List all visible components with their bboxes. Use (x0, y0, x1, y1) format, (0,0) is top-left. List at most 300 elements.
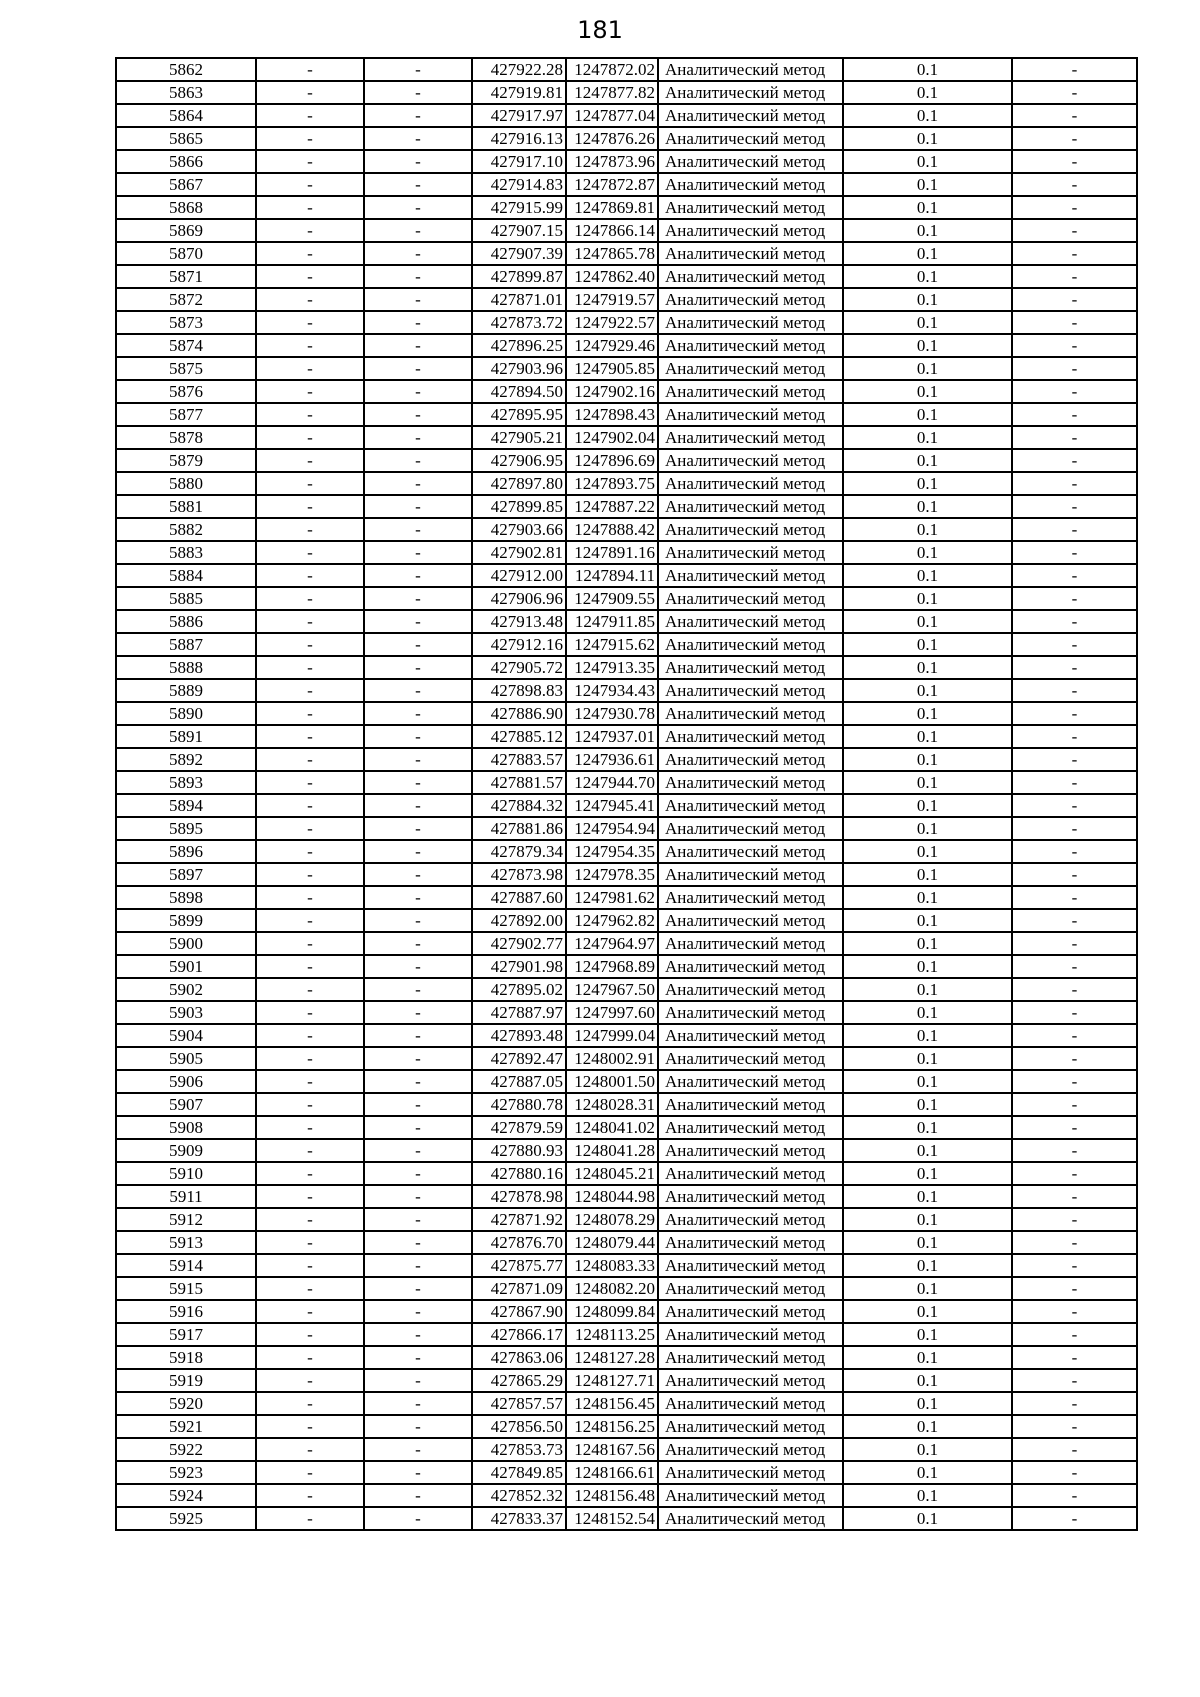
empty-cell: - (364, 1438, 472, 1461)
method-cell: Аналитический метод (658, 380, 843, 403)
method-cell: Аналитический метод (658, 1185, 843, 1208)
accuracy-cell: 0.1 (843, 541, 1012, 564)
y-coordinate-cell: 1248127.71 (566, 1369, 658, 1392)
empty-cell: - (364, 702, 472, 725)
empty-cell: - (1012, 794, 1137, 817)
point-number-cell: 5869 (116, 219, 256, 242)
accuracy-cell: 0.1 (843, 403, 1012, 426)
empty-cell: - (364, 564, 472, 587)
method-cell: Аналитический метод (658, 1484, 843, 1507)
empty-cell: - (364, 1369, 472, 1392)
method-cell: Аналитический метод (658, 1507, 843, 1530)
point-number-cell: 5916 (116, 1300, 256, 1323)
y-coordinate-cell: 1248167.56 (566, 1438, 658, 1461)
point-number-cell: 5888 (116, 656, 256, 679)
table-row (116, 449, 1137, 472)
y-coordinate-cell: 1247999.04 (566, 1024, 658, 1047)
empty-cell: - (256, 679, 364, 702)
accuracy-cell: 0.1 (843, 1484, 1012, 1507)
empty-cell: - (256, 311, 364, 334)
empty-cell: - (364, 357, 472, 380)
method-cell: Аналитический метод (658, 633, 843, 656)
table-row (116, 518, 1137, 541)
empty-cell: - (256, 1231, 364, 1254)
empty-cell: - (364, 1415, 472, 1438)
x-coordinate-cell: 427906.96 (472, 587, 566, 610)
table-row (116, 1254, 1137, 1277)
empty-cell: - (364, 127, 472, 150)
empty-cell: - (256, 1415, 364, 1438)
empty-cell: - (364, 978, 472, 1001)
y-coordinate-cell: 1248045.21 (566, 1162, 658, 1185)
empty-cell: - (1012, 380, 1137, 403)
x-coordinate-cell: 427856.50 (472, 1415, 566, 1438)
y-coordinate-cell: 1247915.62 (566, 633, 658, 656)
table-row (116, 1070, 1137, 1093)
empty-cell: - (364, 863, 472, 886)
empty-cell: - (256, 633, 364, 656)
empty-cell: - (1012, 288, 1137, 311)
method-cell: Аналитический метод (658, 150, 843, 173)
empty-cell: - (1012, 1346, 1137, 1369)
table-row (116, 472, 1137, 495)
x-coordinate-cell: 427912.16 (472, 633, 566, 656)
x-coordinate-cell: 427894.50 (472, 380, 566, 403)
y-coordinate-cell: 1247902.04 (566, 426, 658, 449)
table-row (116, 1461, 1137, 1484)
empty-cell: - (256, 426, 364, 449)
accuracy-cell: 0.1 (843, 357, 1012, 380)
accuracy-cell: 0.1 (843, 495, 1012, 518)
y-coordinate-cell: 1248156.25 (566, 1415, 658, 1438)
empty-cell: - (1012, 1415, 1137, 1438)
empty-cell: - (256, 1024, 364, 1047)
table-row (116, 1346, 1137, 1369)
empty-cell: - (1012, 495, 1137, 518)
empty-cell: - (1012, 863, 1137, 886)
point-number-cell: 5917 (116, 1323, 256, 1346)
accuracy-cell: 0.1 (843, 1162, 1012, 1185)
y-coordinate-cell: 1247945.41 (566, 794, 658, 817)
empty-cell: - (256, 242, 364, 265)
empty-cell: - (256, 1461, 364, 1484)
empty-cell: - (1012, 1300, 1137, 1323)
empty-cell: - (1012, 1323, 1137, 1346)
accuracy-cell: 0.1 (843, 127, 1012, 150)
empty-cell: - (364, 265, 472, 288)
empty-cell: - (364, 1139, 472, 1162)
point-number-cell: 5880 (116, 472, 256, 495)
y-coordinate-cell: 1248001.50 (566, 1070, 658, 1093)
empty-cell: - (256, 288, 364, 311)
table-row (116, 334, 1137, 357)
method-cell: Аналитический метод (658, 495, 843, 518)
y-coordinate-cell: 1247909.55 (566, 587, 658, 610)
method-cell: Аналитический метод (658, 909, 843, 932)
table-row (116, 863, 1137, 886)
x-coordinate-cell: 427896.25 (472, 334, 566, 357)
table-row (116, 127, 1137, 150)
empty-cell: - (256, 334, 364, 357)
y-coordinate-cell: 1247877.04 (566, 104, 658, 127)
method-cell: Аналитический метод (658, 288, 843, 311)
table-row (116, 932, 1137, 955)
empty-cell: - (256, 1047, 364, 1070)
empty-cell: - (1012, 104, 1137, 127)
y-coordinate-cell: 1247936.61 (566, 748, 658, 771)
accuracy-cell: 0.1 (843, 1254, 1012, 1277)
empty-cell: - (1012, 1162, 1137, 1185)
y-coordinate-cell: 1247869.81 (566, 196, 658, 219)
y-coordinate-cell: 1247954.94 (566, 817, 658, 840)
table-row (116, 1024, 1137, 1047)
y-coordinate-cell: 1247954.35 (566, 840, 658, 863)
empty-cell: - (256, 702, 364, 725)
empty-cell: - (1012, 58, 1137, 81)
method-cell: Аналитический метод (658, 725, 843, 748)
point-number-cell: 5883 (116, 541, 256, 564)
empty-cell: - (364, 1162, 472, 1185)
method-cell: Аналитический метод (658, 840, 843, 863)
y-coordinate-cell: 1247978.35 (566, 863, 658, 886)
y-coordinate-cell: 1248002.91 (566, 1047, 658, 1070)
accuracy-cell: 0.1 (843, 1392, 1012, 1415)
accuracy-cell: 0.1 (843, 265, 1012, 288)
y-coordinate-cell: 1248082.20 (566, 1277, 658, 1300)
empty-cell: - (1012, 771, 1137, 794)
accuracy-cell: 0.1 (843, 242, 1012, 265)
empty-cell: - (256, 1277, 364, 1300)
point-number-cell: 5901 (116, 955, 256, 978)
method-cell: Аналитический метод (658, 794, 843, 817)
accuracy-cell: 0.1 (843, 196, 1012, 219)
y-coordinate-cell: 1247866.14 (566, 219, 658, 242)
y-coordinate-cell: 1247873.96 (566, 150, 658, 173)
empty-cell: - (256, 1392, 364, 1415)
x-coordinate-cell: 427893.48 (472, 1024, 566, 1047)
empty-cell: - (256, 909, 364, 932)
empty-cell: - (256, 725, 364, 748)
table-row (116, 58, 1137, 81)
accuracy-cell: 0.1 (843, 1346, 1012, 1369)
accuracy-cell: 0.1 (843, 1415, 1012, 1438)
y-coordinate-cell: 1247888.42 (566, 518, 658, 541)
empty-cell: - (256, 1162, 364, 1185)
empty-cell: - (364, 679, 472, 702)
accuracy-cell: 0.1 (843, 1208, 1012, 1231)
empty-cell: - (1012, 449, 1137, 472)
empty-cell: - (1012, 1185, 1137, 1208)
empty-cell: - (1012, 472, 1137, 495)
accuracy-cell: 0.1 (843, 1001, 1012, 1024)
empty-cell: - (256, 771, 364, 794)
table-row (116, 725, 1137, 748)
method-cell: Аналитический метод (658, 1162, 843, 1185)
point-number-cell: 5908 (116, 1116, 256, 1139)
empty-cell: - (364, 656, 472, 679)
x-coordinate-cell: 427919.81 (472, 81, 566, 104)
accuracy-cell: 0.1 (843, 564, 1012, 587)
empty-cell: - (1012, 633, 1137, 656)
empty-cell: - (256, 1093, 364, 1116)
method-cell: Аналитический метод (658, 702, 843, 725)
y-coordinate-cell: 1247997.60 (566, 1001, 658, 1024)
accuracy-cell: 0.1 (843, 1070, 1012, 1093)
empty-cell: - (364, 909, 472, 932)
point-number-cell: 5878 (116, 426, 256, 449)
empty-cell: - (1012, 518, 1137, 541)
accuracy-cell: 0.1 (843, 1093, 1012, 1116)
y-coordinate-cell: 1248127.28 (566, 1346, 658, 1369)
empty-cell: - (1012, 426, 1137, 449)
x-coordinate-cell: 427880.16 (472, 1162, 566, 1185)
empty-cell: - (1012, 403, 1137, 426)
table-row (116, 265, 1137, 288)
empty-cell: - (364, 633, 472, 656)
point-number-cell: 5877 (116, 403, 256, 426)
accuracy-cell: 0.1 (843, 886, 1012, 909)
empty-cell: - (364, 886, 472, 909)
method-cell: Аналитический метод (658, 771, 843, 794)
empty-cell: - (364, 1093, 472, 1116)
accuracy-cell: 0.1 (843, 1185, 1012, 1208)
table-row (116, 1438, 1137, 1461)
x-coordinate-cell: 427867.90 (472, 1300, 566, 1323)
empty-cell: - (364, 1231, 472, 1254)
empty-cell: - (1012, 311, 1137, 334)
accuracy-cell: 0.1 (843, 955, 1012, 978)
point-number-cell: 5903 (116, 1001, 256, 1024)
empty-cell: - (256, 1346, 364, 1369)
empty-cell: - (256, 1001, 364, 1024)
method-cell: Аналитический метод (658, 932, 843, 955)
empty-cell: - (364, 1024, 472, 1047)
accuracy-cell: 0.1 (843, 794, 1012, 817)
table-row (116, 1001, 1137, 1024)
method-cell: Аналитический метод (658, 449, 843, 472)
empty-cell: - (364, 472, 472, 495)
y-coordinate-cell: 1247913.35 (566, 656, 658, 679)
method-cell: Аналитический метод (658, 127, 843, 150)
table-row (116, 1277, 1137, 1300)
method-cell: Аналитический метод (658, 748, 843, 771)
accuracy-cell: 0.1 (843, 1438, 1012, 1461)
point-number-cell: 5890 (116, 702, 256, 725)
point-number-cell: 5863 (116, 81, 256, 104)
table-row (116, 288, 1137, 311)
table-row (116, 1093, 1137, 1116)
x-coordinate-cell: 427876.70 (472, 1231, 566, 1254)
method-cell: Аналитический метод (658, 1047, 843, 1070)
point-number-cell: 5906 (116, 1070, 256, 1093)
empty-cell: - (364, 495, 472, 518)
empty-cell: - (364, 196, 472, 219)
empty-cell: - (364, 794, 472, 817)
point-number-cell: 5909 (116, 1139, 256, 1162)
empty-cell: - (1012, 886, 1137, 909)
point-number-cell: 5910 (116, 1162, 256, 1185)
table-row (116, 840, 1137, 863)
point-number-cell: 5905 (116, 1047, 256, 1070)
page-number: 181 (577, 16, 623, 44)
empty-cell: - (1012, 242, 1137, 265)
table-row (116, 702, 1137, 725)
accuracy-cell: 0.1 (843, 1277, 1012, 1300)
point-number-cell: 5875 (116, 357, 256, 380)
empty-cell: - (1012, 357, 1137, 380)
y-coordinate-cell: 1248166.61 (566, 1461, 658, 1484)
accuracy-cell: 0.1 (843, 863, 1012, 886)
method-cell: Аналитический метод (658, 1116, 843, 1139)
empty-cell: - (364, 840, 472, 863)
point-number-cell: 5920 (116, 1392, 256, 1415)
table-row (116, 1415, 1137, 1438)
method-cell: Аналитический метод (658, 955, 843, 978)
empty-cell: - (1012, 265, 1137, 288)
point-number-cell: 5924 (116, 1484, 256, 1507)
method-cell: Аналитический метод (658, 587, 843, 610)
method-cell: Аналитический метод (658, 219, 843, 242)
x-coordinate-cell: 427916.13 (472, 127, 566, 150)
method-cell: Аналитический метод (658, 1300, 843, 1323)
empty-cell: - (364, 955, 472, 978)
table-row (116, 426, 1137, 449)
y-coordinate-cell: 1247896.69 (566, 449, 658, 472)
empty-cell: - (256, 587, 364, 610)
empty-cell: - (256, 127, 364, 150)
x-coordinate-cell: 427866.17 (472, 1323, 566, 1346)
accuracy-cell: 0.1 (843, 725, 1012, 748)
table-row (116, 1392, 1137, 1415)
accuracy-cell: 0.1 (843, 1139, 1012, 1162)
method-cell: Аналитический метод (658, 863, 843, 886)
x-coordinate-cell: 427887.05 (472, 1070, 566, 1093)
y-coordinate-cell: 1247919.57 (566, 288, 658, 311)
method-cell: Аналитический метод (658, 1277, 843, 1300)
x-coordinate-cell: 427895.02 (472, 978, 566, 1001)
y-coordinate-cell: 1248099.84 (566, 1300, 658, 1323)
empty-cell: - (1012, 909, 1137, 932)
accuracy-cell: 0.1 (843, 173, 1012, 196)
x-coordinate-cell: 427875.77 (472, 1254, 566, 1277)
empty-cell: - (1012, 127, 1137, 150)
empty-cell: - (364, 242, 472, 265)
point-number-cell: 5873 (116, 311, 256, 334)
empty-cell: - (1012, 1507, 1137, 1530)
empty-cell: - (1012, 564, 1137, 587)
method-cell: Аналитический метод (658, 610, 843, 633)
point-number-cell: 5881 (116, 495, 256, 518)
empty-cell: - (1012, 196, 1137, 219)
point-number-cell: 5879 (116, 449, 256, 472)
accuracy-cell: 0.1 (843, 380, 1012, 403)
empty-cell: - (1012, 1461, 1137, 1484)
y-coordinate-cell: 1248156.48 (566, 1484, 658, 1507)
empty-cell: - (364, 587, 472, 610)
empty-cell: - (1012, 1438, 1137, 1461)
empty-cell: - (364, 725, 472, 748)
table-body (116, 58, 1137, 1530)
point-number-cell: 5865 (116, 127, 256, 150)
y-coordinate-cell: 1247930.78 (566, 702, 658, 725)
x-coordinate-cell: 427905.72 (472, 656, 566, 679)
x-coordinate-cell: 427917.10 (472, 150, 566, 173)
empty-cell: - (1012, 1208, 1137, 1231)
empty-cell: - (1012, 725, 1137, 748)
accuracy-cell: 0.1 (843, 1507, 1012, 1530)
accuracy-cell: 0.1 (843, 426, 1012, 449)
empty-cell: - (1012, 1047, 1137, 1070)
empty-cell: - (1012, 219, 1137, 242)
empty-cell: - (256, 817, 364, 840)
accuracy-cell: 0.1 (843, 748, 1012, 771)
empty-cell: - (256, 1208, 364, 1231)
empty-cell: - (364, 1323, 472, 1346)
empty-cell: - (1012, 1001, 1137, 1024)
y-coordinate-cell: 1247929.46 (566, 334, 658, 357)
accuracy-cell: 0.1 (843, 1024, 1012, 1047)
x-coordinate-cell: 427917.97 (472, 104, 566, 127)
table-row (116, 1231, 1137, 1254)
y-coordinate-cell: 1247962.82 (566, 909, 658, 932)
empty-cell: - (364, 173, 472, 196)
table-row (116, 219, 1137, 242)
table-row (116, 794, 1137, 817)
y-coordinate-cell: 1248083.33 (566, 1254, 658, 1277)
x-coordinate-cell: 427907.39 (472, 242, 566, 265)
accuracy-cell: 0.1 (843, 104, 1012, 127)
empty-cell: - (364, 1392, 472, 1415)
empty-cell: - (364, 771, 472, 794)
empty-cell: - (1012, 1277, 1137, 1300)
point-number-cell: 5896 (116, 840, 256, 863)
method-cell: Аналитический метод (658, 311, 843, 334)
empty-cell: - (256, 1116, 364, 1139)
method-cell: Аналитический метод (658, 1139, 843, 1162)
empty-cell: - (256, 219, 364, 242)
y-coordinate-cell: 1247876.26 (566, 127, 658, 150)
method-cell: Аналитический метод (658, 1461, 843, 1484)
table-row (116, 771, 1137, 794)
point-number-cell: 5921 (116, 1415, 256, 1438)
method-cell: Аналитический метод (658, 1369, 843, 1392)
method-cell: Аналитический метод (658, 564, 843, 587)
empty-cell: - (1012, 1116, 1137, 1139)
accuracy-cell: 0.1 (843, 150, 1012, 173)
point-number-cell: 5918 (116, 1346, 256, 1369)
table-row (116, 679, 1137, 702)
empty-cell: - (256, 196, 364, 219)
table-row (116, 748, 1137, 771)
method-cell: Аналитический метод (658, 886, 843, 909)
table-row (116, 1139, 1137, 1162)
table-row (116, 909, 1137, 932)
empty-cell: - (364, 334, 472, 357)
empty-cell: - (256, 610, 364, 633)
empty-cell: - (364, 380, 472, 403)
empty-cell: - (364, 1185, 472, 1208)
empty-cell: - (364, 1208, 472, 1231)
point-number-cell: 5870 (116, 242, 256, 265)
empty-cell: - (256, 1300, 364, 1323)
x-coordinate-cell: 427887.97 (472, 1001, 566, 1024)
x-coordinate-cell: 427906.95 (472, 449, 566, 472)
x-coordinate-cell: 427907.15 (472, 219, 566, 242)
point-number-cell: 5912 (116, 1208, 256, 1231)
point-number-cell: 5868 (116, 196, 256, 219)
method-cell: Аналитический метод (658, 1392, 843, 1415)
point-number-cell: 5922 (116, 1438, 256, 1461)
